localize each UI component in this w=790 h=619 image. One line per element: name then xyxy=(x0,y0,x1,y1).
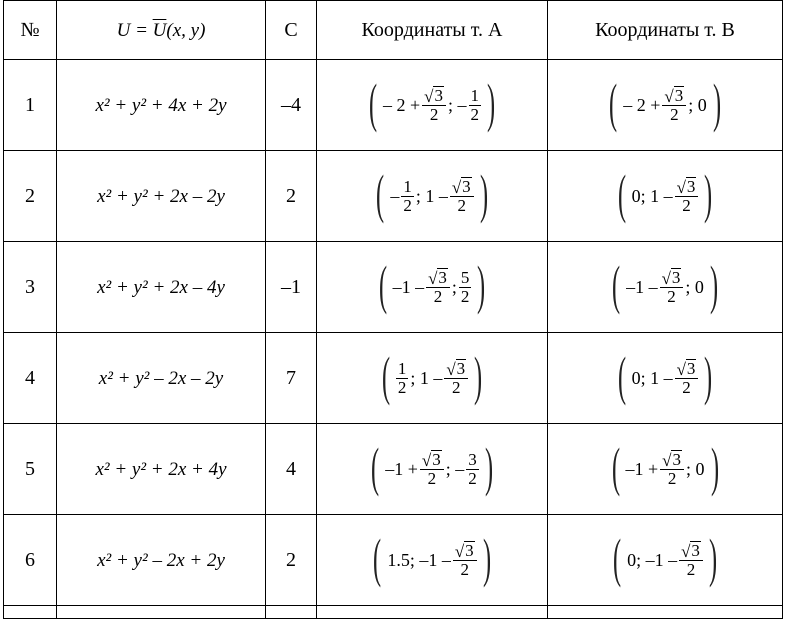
radicand: 3 xyxy=(462,176,471,196)
fraction-numerator xyxy=(660,268,684,289)
radical-sign: √ xyxy=(676,177,686,197)
radical-sign: √ xyxy=(454,541,465,561)
sqrt-fraction xyxy=(679,541,703,580)
left-paren: ( xyxy=(611,437,620,497)
sqrt xyxy=(662,450,682,470)
fraction-denominator: 2 xyxy=(403,195,412,215)
right-paren: ) xyxy=(704,164,713,224)
header-coord-b: Координаты т. В xyxy=(548,1,783,60)
row-function xyxy=(57,515,266,606)
right-paren: ) xyxy=(486,73,496,133)
right-paren: ) xyxy=(479,164,488,224)
point-a-coordinates xyxy=(368,528,495,588)
sqrt-fraction xyxy=(422,86,446,125)
radical-sign: √ xyxy=(676,359,686,379)
left-paren: ( xyxy=(371,437,380,497)
table-row xyxy=(4,333,783,424)
table-row xyxy=(4,515,783,606)
point-b-coordinates xyxy=(607,255,723,315)
sqrt-fraction xyxy=(444,359,468,398)
radical-sign: √ xyxy=(662,450,672,470)
right-paren: ) xyxy=(474,346,483,406)
fraction-denominator: 2 xyxy=(397,377,407,397)
point-b-coordinates xyxy=(604,73,725,133)
fraction-numerator: 1 xyxy=(403,176,412,196)
sqrt-fraction xyxy=(450,177,474,216)
point-a-coordinates xyxy=(374,255,491,315)
table-row xyxy=(4,242,783,333)
empty-cell xyxy=(57,606,266,619)
row-coord-b xyxy=(548,424,783,515)
right-paren: ) xyxy=(477,255,486,315)
sqrt xyxy=(446,359,466,379)
function-expression: x² + y² – 2x – 2y xyxy=(98,367,224,389)
fraction-denominator: 2 xyxy=(457,196,466,216)
sqrt xyxy=(677,177,697,197)
header-function-args: (x, y) xyxy=(166,19,206,41)
row-function xyxy=(57,242,266,333)
empty-cell xyxy=(317,606,548,619)
coord-prefix: 1.5; –1 – xyxy=(387,549,451,570)
left-paren: ( xyxy=(378,255,387,315)
radicand: 3 xyxy=(672,449,681,469)
fraction xyxy=(396,360,409,397)
row-coord-a xyxy=(317,424,548,515)
radical-sign: √ xyxy=(446,359,456,379)
fraction xyxy=(469,87,482,124)
point-b-coordinates xyxy=(613,164,718,224)
sqrt xyxy=(428,268,448,288)
fraction-numerator: 1 xyxy=(397,358,407,378)
coord-prefix: – xyxy=(390,185,400,206)
row-coord-a xyxy=(317,60,548,151)
fraction-numerator xyxy=(675,359,699,380)
point-a-coordinates xyxy=(366,437,497,497)
right-paren: ) xyxy=(712,73,721,133)
coord-prefix: – 2 + xyxy=(382,94,421,115)
row-number: 3 xyxy=(4,242,57,333)
fraction-denominator: 2 xyxy=(667,469,677,489)
fraction xyxy=(466,451,479,488)
function-expression: x² + y² – 2x + 2y xyxy=(97,549,225,571)
radical-sign: √ xyxy=(421,450,432,470)
row-number: 5 xyxy=(4,424,57,515)
left-paren: ( xyxy=(609,73,618,133)
point-a-coordinates xyxy=(364,73,500,133)
row-function xyxy=(57,333,266,424)
radical-sign: √ xyxy=(664,86,674,106)
header-constant: C xyxy=(266,1,317,60)
sqrt-fraction xyxy=(453,541,477,580)
coord-suffix: ; 0 xyxy=(685,458,705,479)
row-coord-b xyxy=(548,242,783,333)
fraction-numerator xyxy=(679,541,703,562)
table-row xyxy=(4,151,783,242)
row-constant: –4 xyxy=(266,60,317,151)
row-coord-a xyxy=(317,515,548,606)
header-function-u: U xyxy=(116,19,131,41)
point-a-coordinates xyxy=(377,346,487,406)
coord-prefix: 0; –1 – xyxy=(627,549,678,570)
coord-prefix: 0; 1 – xyxy=(631,367,673,388)
empty-cell xyxy=(266,606,317,619)
row-number: 4 xyxy=(4,333,57,424)
radical-sign: √ xyxy=(451,177,462,197)
fraction-denominator: 2 xyxy=(427,469,437,489)
left-paren: ( xyxy=(373,528,382,588)
fraction-numerator xyxy=(450,177,474,198)
sqrt xyxy=(662,268,682,288)
sqrt xyxy=(455,541,475,561)
row-coord-b xyxy=(548,515,783,606)
left-paren: ( xyxy=(613,528,622,588)
radical-sign: √ xyxy=(661,268,671,288)
sqrt xyxy=(422,450,442,470)
fraction-denominator: 2 xyxy=(670,105,679,125)
row-coord-a xyxy=(317,333,548,424)
fraction-denominator: 2 xyxy=(686,560,696,580)
fraction-denominator: 2 xyxy=(682,196,691,216)
empty-cell xyxy=(4,606,57,619)
fraction-numerator xyxy=(660,450,684,471)
row-number: 6 xyxy=(4,515,57,606)
function-expression: x² + y² + 2x – 2y xyxy=(97,185,225,207)
radical-sign: √ xyxy=(424,86,434,106)
fraction-numerator: 1 xyxy=(470,85,479,105)
fraction-denominator: 2 xyxy=(470,104,479,124)
radicand: 3 xyxy=(432,449,441,469)
task-table xyxy=(3,0,783,619)
coord-separator: ; 1 – xyxy=(410,367,443,388)
fraction-numerator xyxy=(420,450,444,471)
left-paren: ( xyxy=(376,164,385,224)
right-paren: ) xyxy=(709,255,718,315)
fraction-denominator: 2 xyxy=(452,378,461,398)
fraction-denominator: 2 xyxy=(667,287,676,307)
sqrt xyxy=(681,541,701,561)
left-paren: ( xyxy=(612,255,621,315)
fraction-denominator: 2 xyxy=(682,378,691,398)
right-paren: ) xyxy=(708,528,717,588)
coord-prefix: –1 – xyxy=(626,276,658,297)
table-row xyxy=(4,424,783,515)
fraction-denominator: 2 xyxy=(460,560,469,580)
fraction xyxy=(401,178,414,215)
sqrt xyxy=(677,359,697,379)
table-row xyxy=(4,60,783,151)
point-b-coordinates xyxy=(607,437,724,497)
fraction-denominator: 2 xyxy=(468,468,477,488)
coord-separator: ; 1 – xyxy=(415,185,448,206)
radicand: 3 xyxy=(691,540,700,560)
fraction-numerator xyxy=(426,268,450,289)
row-coord-a xyxy=(317,242,548,333)
radicand: 3 xyxy=(671,267,681,287)
right-paren: ) xyxy=(704,346,713,406)
row-constant: –1 xyxy=(266,242,317,333)
sqrt-fraction xyxy=(662,86,686,125)
left-paren: ( xyxy=(617,164,626,224)
row-constant: 4 xyxy=(266,424,317,515)
fraction-numerator xyxy=(453,541,477,562)
radicand: 3 xyxy=(456,358,466,378)
right-paren: ) xyxy=(484,437,493,497)
row-coord-a xyxy=(317,151,548,242)
radical-sign: √ xyxy=(428,268,438,288)
row-function xyxy=(57,151,266,242)
row-constant: 2 xyxy=(266,151,317,242)
coord-prefix: –1 + xyxy=(625,458,659,479)
right-paren: ) xyxy=(710,437,719,497)
fraction-numerator xyxy=(444,359,468,380)
row-number: 1 xyxy=(4,60,57,151)
sqrt xyxy=(452,177,472,197)
sqrt xyxy=(424,86,444,106)
fraction-numerator: 5 xyxy=(460,267,470,287)
row-constant: 7 xyxy=(266,333,317,424)
fraction xyxy=(459,269,472,306)
radicand: 3 xyxy=(686,358,696,378)
header-coord-a: Координаты т. А xyxy=(317,1,548,60)
sqrt-fraction xyxy=(660,450,684,489)
sqrt-fraction xyxy=(675,359,699,398)
radical-sign: √ xyxy=(681,541,691,561)
function-expression: x² + y² + 2x + 4y xyxy=(95,458,227,480)
sqrt-fraction xyxy=(675,177,699,216)
right-paren: ) xyxy=(482,528,491,588)
point-a-coordinates xyxy=(371,164,492,224)
left-paren: ( xyxy=(381,346,390,406)
fraction-numerator xyxy=(422,86,446,107)
empty-cell xyxy=(548,606,783,619)
radicand: 3 xyxy=(686,176,696,196)
coord-suffix: ; 0 xyxy=(688,94,707,115)
function-expression: x² + y² + 2x – 4y xyxy=(97,276,225,298)
fraction-numerator: 3 xyxy=(468,449,477,469)
left-paren: ( xyxy=(617,346,626,406)
radicand: 3 xyxy=(438,267,447,287)
function-expression: x² + y² + 4x + 2y xyxy=(95,94,227,116)
coord-separator: ; – xyxy=(447,94,467,115)
coord-prefix: 0; 1 – xyxy=(631,185,673,206)
row-coord-b xyxy=(548,333,783,424)
fraction-numerator xyxy=(675,177,699,198)
row-number: 2 xyxy=(4,151,57,242)
point-b-coordinates xyxy=(613,346,718,406)
coord-prefix: –1 + xyxy=(385,458,418,479)
row-function xyxy=(57,424,266,515)
header-function-ubar: $\overline{U}$ xyxy=(152,19,167,41)
fraction-denominator: 2 xyxy=(460,286,470,306)
radicand: 3 xyxy=(434,85,443,105)
left-paren: ( xyxy=(368,73,378,133)
fraction-numerator xyxy=(662,86,686,107)
header-row xyxy=(4,1,783,60)
header-number: № xyxy=(4,1,57,60)
coord-separator: ; xyxy=(451,276,457,297)
sqrt-fraction xyxy=(426,268,450,307)
coord-suffix: ; 0 xyxy=(685,276,704,297)
header-function xyxy=(57,1,266,60)
radicand: 3 xyxy=(465,540,474,560)
row-coord-b xyxy=(548,60,783,151)
coord-separator: ; – xyxy=(445,458,465,479)
sqrt-fraction xyxy=(660,268,684,307)
sqrt-fraction xyxy=(420,450,444,489)
coord-prefix: – 2 + xyxy=(623,94,661,115)
coord-prefix: –1 – xyxy=(392,276,425,297)
radicand: 3 xyxy=(674,85,684,105)
row-function xyxy=(57,60,266,151)
fraction-denominator: 2 xyxy=(429,105,439,125)
header-function-eq: = xyxy=(130,19,153,41)
point-b-coordinates xyxy=(608,528,722,588)
table-row-partial xyxy=(4,606,783,619)
fraction-denominator: 2 xyxy=(433,287,443,307)
row-coord-b xyxy=(548,151,783,242)
row-constant: 2 xyxy=(266,515,317,606)
sqrt xyxy=(664,86,684,106)
